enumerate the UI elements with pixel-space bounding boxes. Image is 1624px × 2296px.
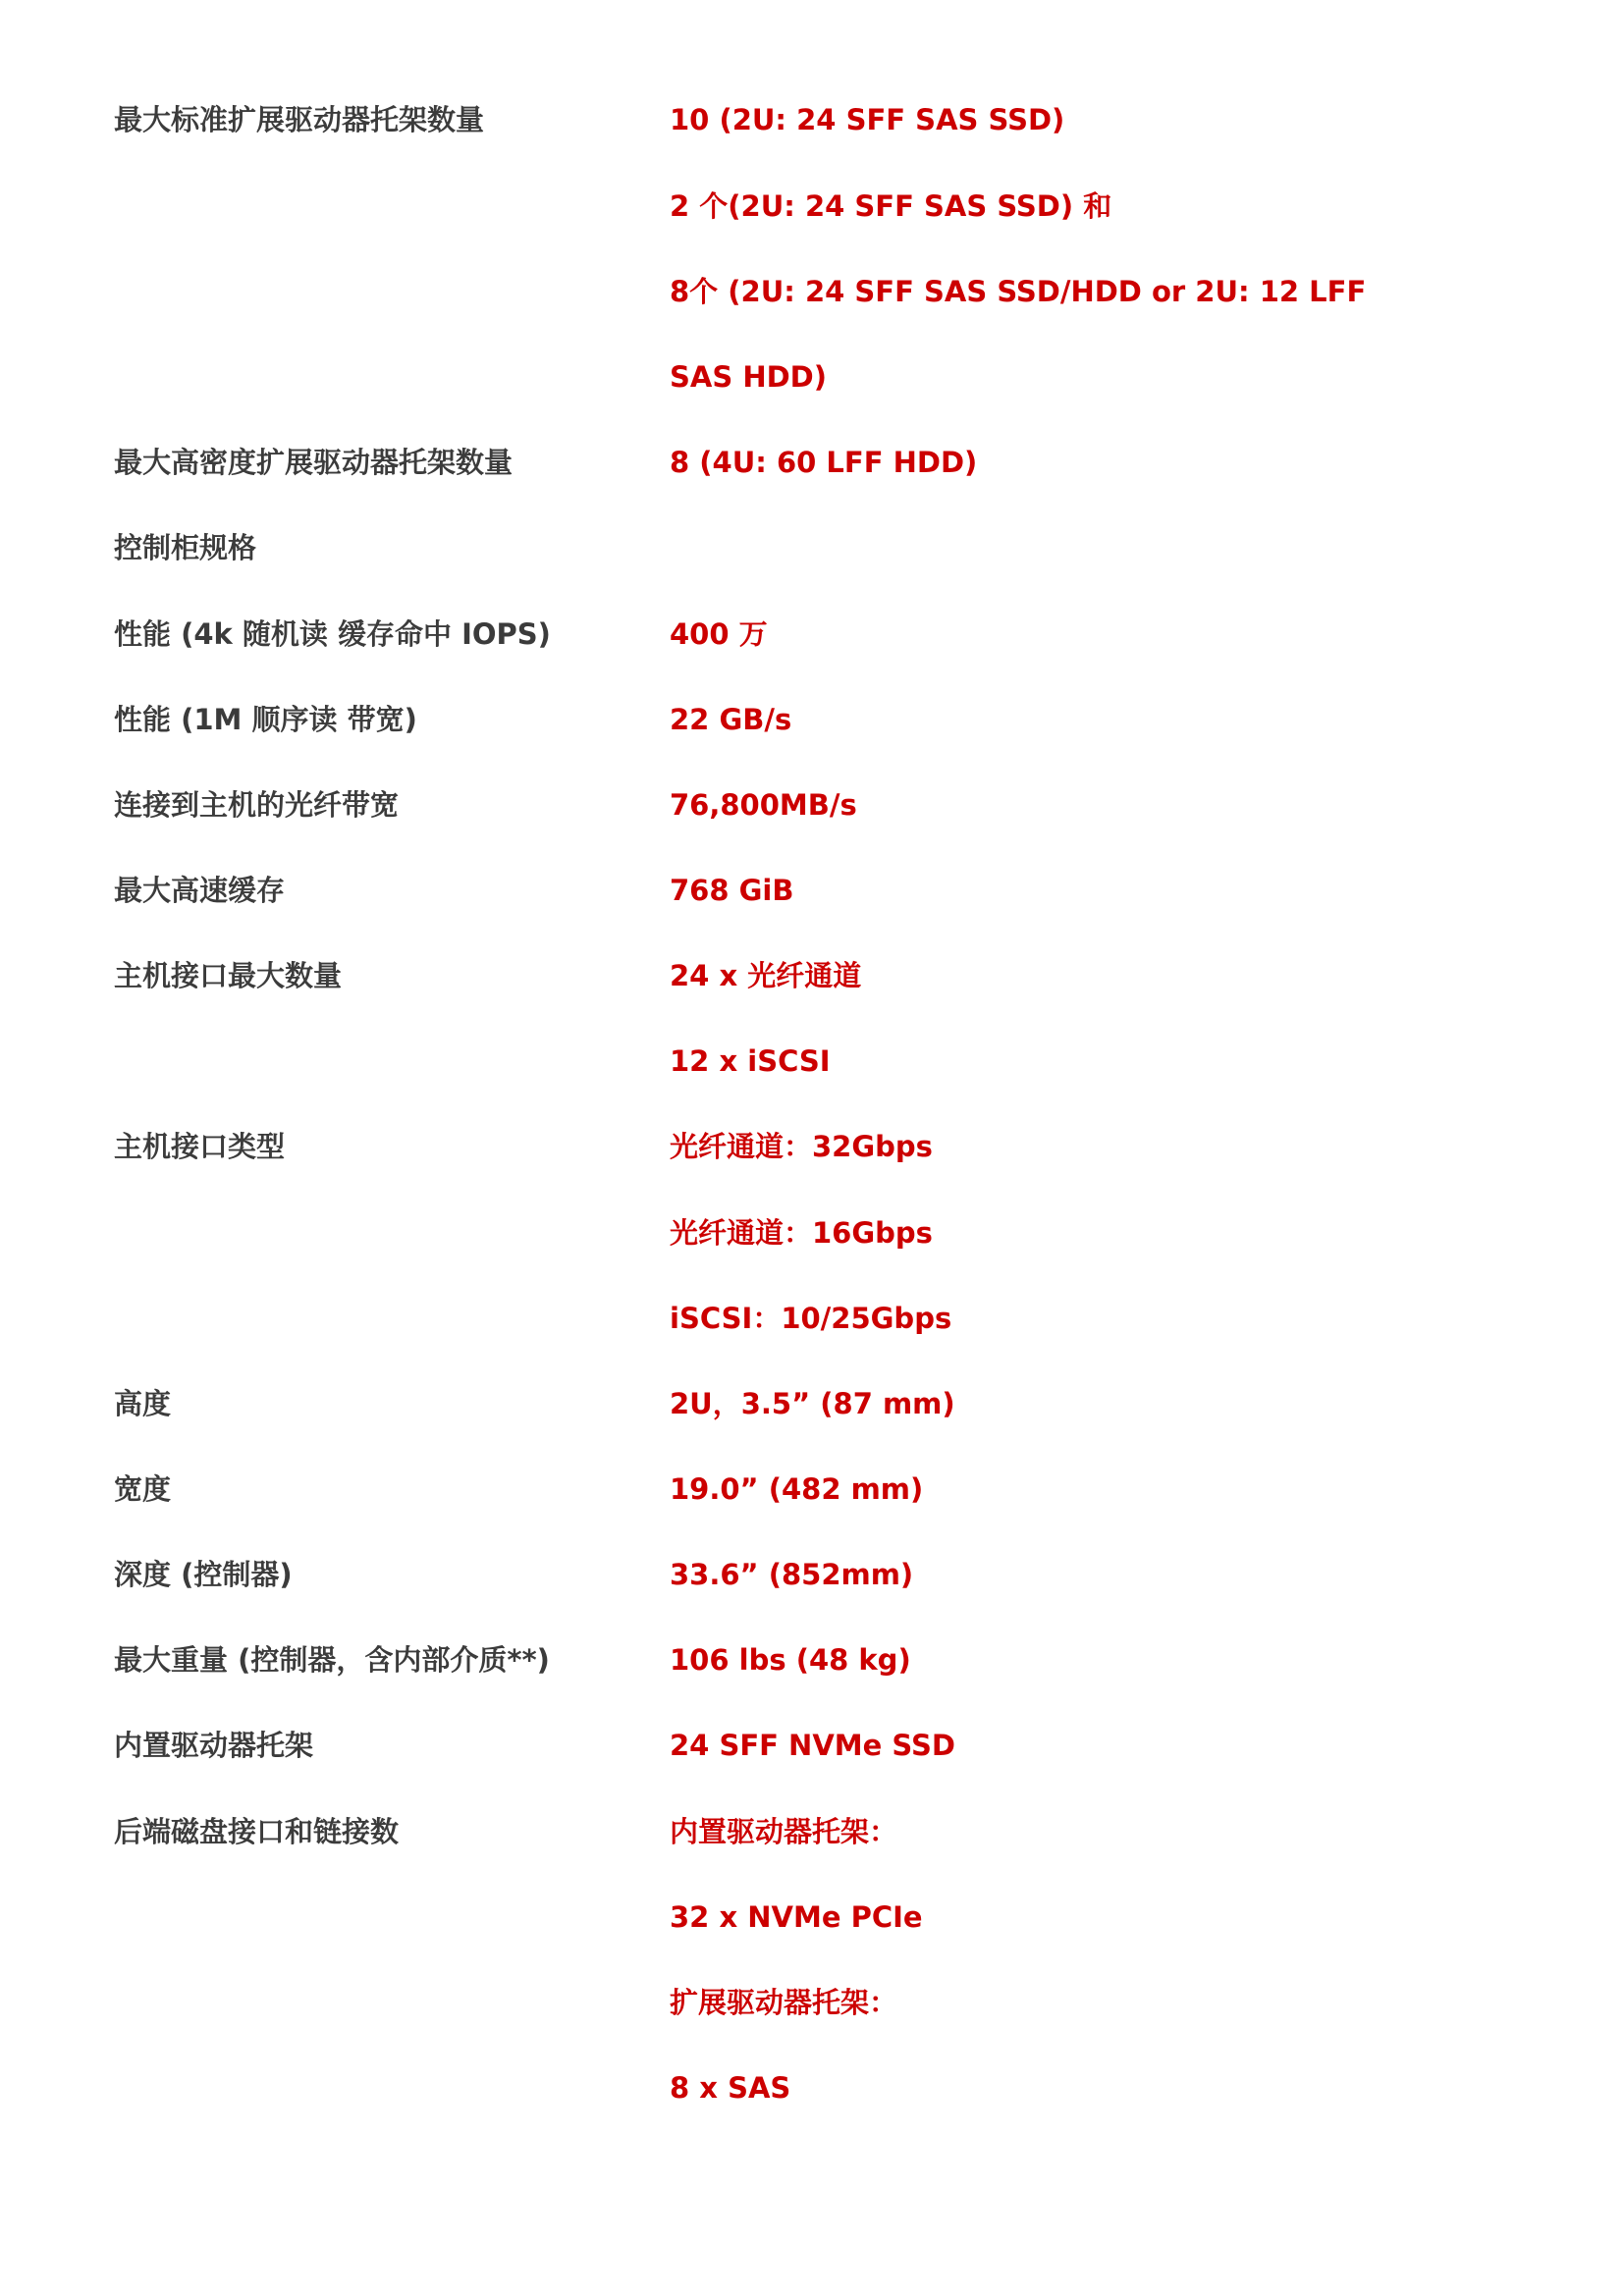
- spec-label: 主机接口类型: [114, 1130, 286, 1163]
- spec-value: 768 GiB: [670, 874, 794, 907]
- spec-row-fc-bandwidth: [0, 775, 1624, 834]
- spec-row-continuation: [0, 177, 1624, 236]
- spec-row-depth: [0, 1545, 1624, 1604]
- spec-label: 主机接口最大数量: [114, 959, 343, 992]
- spec-value: 400 万: [670, 617, 768, 651]
- spec-value: 扩展驱动器托架：: [670, 1986, 898, 2019]
- spec-value: 106 lbs (48 kg): [670, 1643, 911, 1677]
- spec-row-iops: [0, 605, 1624, 664]
- spec-row-continuation: [0, 1973, 1624, 2032]
- spec-row-continuation: [0, 1203, 1624, 1262]
- spec-row-height: [0, 1374, 1624, 1433]
- spec-label: 高度: [114, 1387, 172, 1420]
- spec-value: 2U，3.5” (87 mm): [670, 1387, 955, 1420]
- spec-row-backend-disk-interfaces: [0, 1802, 1624, 1861]
- spec-label: 最大高速缓存: [114, 874, 286, 907]
- spec-row-continuation: [0, 262, 1624, 321]
- spec-row-continuation: [0, 2058, 1624, 2117]
- spec-value: 8 x SAS: [670, 2071, 791, 2105]
- spec-label: 连接到主机的光纤带宽: [114, 788, 400, 822]
- spec-row-max-high-density-expansion: [0, 433, 1624, 492]
- spec-value: 33.6” (852mm): [670, 1558, 914, 1591]
- spec-label: 最大标准扩展驱动器托架数量: [114, 103, 485, 136]
- spec-row-max-standard-expansion: [0, 90, 1624, 149]
- spec-value: 76,800MB/s: [670, 788, 857, 822]
- spec-row-bandwidth: [0, 690, 1624, 749]
- spec-value: 22 GB/s: [670, 703, 792, 736]
- spec-row-width: [0, 1460, 1624, 1519]
- spec-value: 24 SFF NVMe SSD: [670, 1729, 955, 1762]
- spec-label: 控制柜规格: [114, 531, 257, 564]
- spec-value: 24 x 光纤通道: [670, 959, 862, 992]
- spec-label: 宽度: [114, 1472, 172, 1506]
- spec-value: 光纤通道：16Gbps: [670, 1216, 933, 1250]
- spec-label: 性能 (1M 顺序读 带宽): [114, 703, 417, 736]
- spec-value: 8 (4U: 60 LFF HDD): [670, 446, 978, 479]
- spec-value: 32 x NVMe PCIe: [670, 1900, 923, 1934]
- spec-value: 19.0” (482 mm): [670, 1472, 924, 1506]
- spec-row-host-port-types: [0, 1117, 1624, 1176]
- spec-label: 内置驱动器托架: [114, 1729, 314, 1762]
- spec-row-max-weight: [0, 1630, 1624, 1689]
- spec-value: 8个 (2U: 24 SFF SAS SSD/HDD or 2U: 12 LFF: [670, 275, 1367, 308]
- spec-label: 性能 (4k 随机读 缓存命中 IOPS): [114, 617, 551, 651]
- spec-row-continuation: [0, 347, 1624, 406]
- spec-label: 最大高密度扩展驱动器托架数量: [114, 446, 514, 479]
- spec-value: SAS HDD): [670, 360, 827, 394]
- spec-label: 最大重量 (控制器，含内部介质**): [114, 1643, 550, 1677]
- spec-value: 内置驱动器托架：: [670, 1815, 898, 1848]
- spec-label: 深度 (控制器): [114, 1558, 293, 1591]
- spec-value: 10 (2U: 24 SFF SAS SSD): [670, 103, 1065, 136]
- spec-row-continuation: [0, 1888, 1624, 1947]
- spec-row-internal-drive-bays: [0, 1716, 1624, 1775]
- spec-label: 后端磁盘接口和链接数: [114, 1815, 400, 1848]
- spec-value: iSCSI：10/25Gbps: [670, 1302, 952, 1335]
- spec-row-continuation: [0, 1032, 1624, 1091]
- spec-row-controller-spec-heading: [0, 518, 1624, 577]
- spec-row-max-host-ports: [0, 946, 1624, 1005]
- spec-value: 2 个(2U: 24 SFF SAS SSD) 和: [670, 189, 1112, 223]
- spec-row-continuation: [0, 1289, 1624, 1348]
- spec-value: 光纤通道：32Gbps: [670, 1130, 933, 1163]
- spec-row-max-cache: [0, 861, 1624, 920]
- spec-value: 12 x iSCSI: [670, 1044, 831, 1078]
